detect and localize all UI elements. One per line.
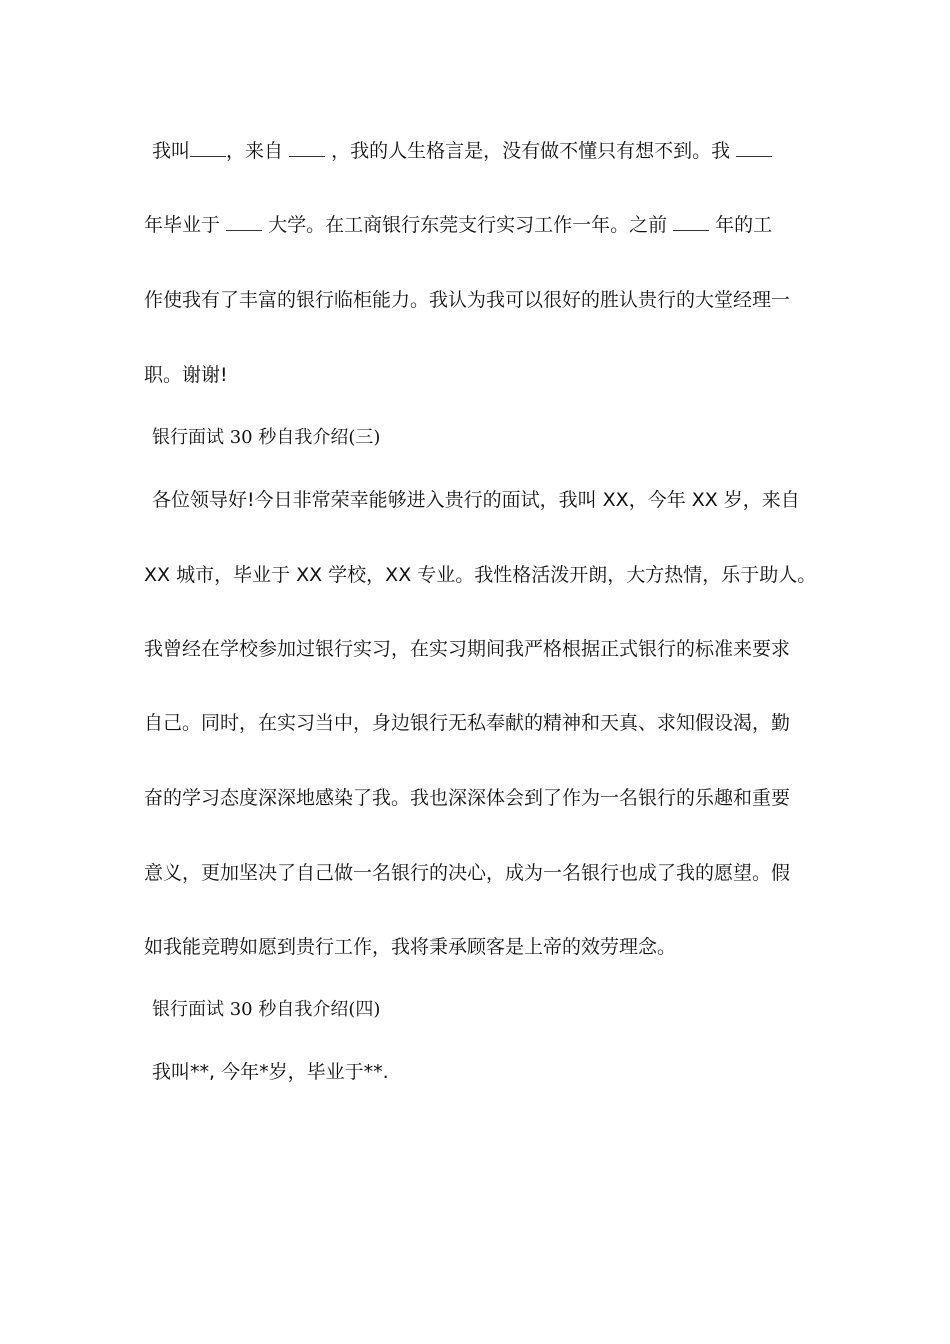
section-heading-3: 银行面试 30 秒自我介绍(三) bbox=[152, 427, 381, 448]
text-segment: ，我的人生格言是，没有做不懂只有想不到。我 bbox=[325, 140, 737, 162]
paragraph-2-line-5: 奋的学习态度深深地感染了我。我也深深体会到了作为一名银行的乐趣和重要 bbox=[144, 787, 791, 809]
section-heading-4: 银行面试 30 秒自我介绍(四) bbox=[152, 999, 381, 1020]
blank-underline bbox=[673, 216, 709, 231]
text-segment: 我叫 bbox=[152, 140, 191, 162]
paragraph-2-line-3: 我曾经在学校参加过银行实习，在实习期间我严格根据正式银行的标准来要求 bbox=[144, 638, 791, 660]
text-segment: 年毕业于 bbox=[144, 214, 227, 236]
paragraph-2-line-1: 各位领导好!今日非常荣幸能够进入贵行的面试，我叫 XX，今年 XX 岁，来自 bbox=[152, 489, 800, 511]
paragraph-1-line-2 bbox=[144, 213, 804, 237]
paragraph-2-line-4: 自己。同时，在实习当中，身边银行无私奉献的精神和天真、求知假设渴，勤 bbox=[144, 712, 791, 734]
paragraph-2-line-7: 如我能竞聘如愿到贵行工作，我将秉承顾客是上帝的效劳理念。 bbox=[144, 936, 677, 958]
blank-underline bbox=[190, 142, 226, 157]
blank-underline bbox=[289, 142, 325, 157]
text-segment: 年的工 bbox=[709, 214, 773, 236]
paragraph-3-line-1: 我叫**, 今年*岁，毕业于**. bbox=[152, 1061, 389, 1083]
text-segment: 大学。在工商银行东莞支行实习工作一年。之前 bbox=[262, 214, 674, 236]
paragraph-2-line-2: XX 城市，毕业于 XX 学校，XX 专业。我性格活泼开朗，大方热情，乐于助人。 bbox=[144, 564, 817, 586]
paragraph-2-line-6: 意义，更加坚决了自己做一名银行的决心，成为一名银行也成了我的愿望。假 bbox=[144, 862, 791, 884]
paragraph-1-line-4: 职。谢谢! bbox=[144, 364, 228, 386]
paragraph-1-line-1 bbox=[152, 139, 812, 163]
text-segment: ，来自 bbox=[226, 140, 290, 162]
blank-underline bbox=[736, 142, 772, 157]
blank-underline bbox=[226, 216, 262, 231]
paragraph-1-line-3: 作使我有了丰富的银行临柜能力。我认为我可以很好的胜认贵行的大堂经理一 bbox=[144, 289, 791, 311]
